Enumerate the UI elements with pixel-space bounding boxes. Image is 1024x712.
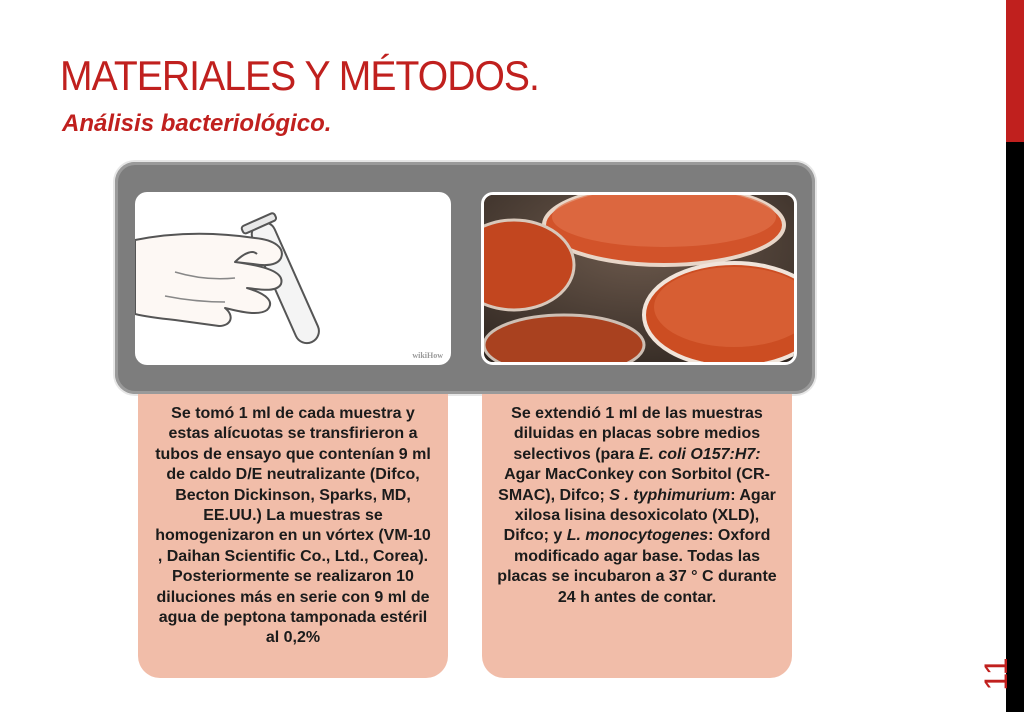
plating-text-2: Agar MacConkey con Sorbitol (CR-SMAC), Difco; xyxy=(498,466,770,504)
method-text-sampling: Se tomó 1 ml de cada muestra y estas alícuotas se transfirieron a tubos de ensayo que contenían 9 ml de caldo D/E neutralizante (Difco, Becton Dickinson, Sparks, MD, EE.UU.) La muestras se homogenizaron en un vórtex (VM-10 , Daihan Scientific Co., Ltd., Corea). Posteriormente se realizaron 10 diluciones más en serie con 9 ml de agua de peptona tamponada estéril al 0,2% xyxy=(155,405,431,647)
slide-title: MATERIALES Y MÉTODOS. xyxy=(60,52,539,99)
accent-bar-red xyxy=(1006,0,1024,142)
petri-dishes-photo xyxy=(481,192,797,365)
plating-text-3: : Agar xilosa lisina desoxicolato (XLD), Difco; y xyxy=(503,486,776,545)
petri-dishes-drawing xyxy=(484,195,794,362)
image-frame xyxy=(115,162,815,394)
hand-holding-tube-drawing xyxy=(135,192,451,365)
image-watermark: wikiHow xyxy=(412,351,443,360)
organism-salmonella: S . typhimurium xyxy=(609,486,731,504)
test-tube-illustration xyxy=(135,192,451,365)
plating-text-4: : Oxford modificado agar base. Todas las placas se incubaron a 37 ° C durante 24 h antes de contar. xyxy=(497,527,777,606)
slide-page-number: 11 xyxy=(977,657,1014,691)
organism-listeria: L. monocytogenes xyxy=(566,527,709,545)
organism-ecoli: E. coli O157:H7: xyxy=(638,445,761,463)
slide-subtitle: Análisis bacteriológico. xyxy=(62,110,332,137)
accent-bar-black xyxy=(1006,142,1024,712)
method-card-sampling xyxy=(138,394,448,678)
plating-text-1: Se extendió 1 ml de las muestras diluidas en placas sobre medios selectivos (para xyxy=(511,405,763,463)
method-card-plating xyxy=(482,394,792,678)
